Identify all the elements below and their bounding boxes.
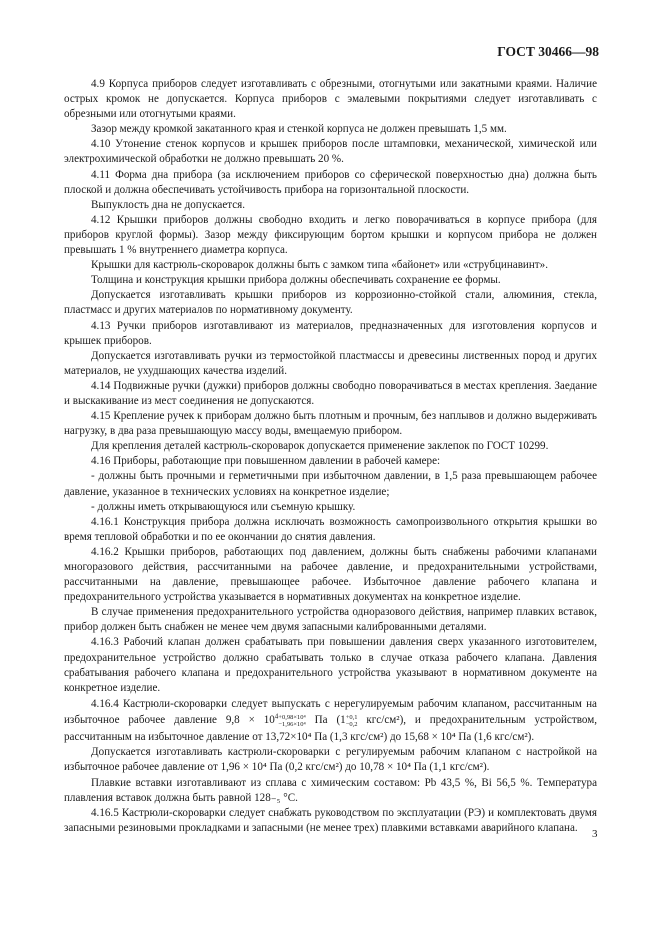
text-segment: 4.16.4 Кастрюли-скороварки следует выпускать с нерегулируемым рабочим клапаном, рассчитанным на избыточное рабочее давление 9,8 × 10 bbox=[64, 697, 597, 727]
paragraph: 4.9 Корпуса приборов следует изготавливать с обрезными, отогнутыми или закатными краями. Наличие острых кромок не допускается. Корпуса приборов с эмалевыми покрытиями следует изготавливать с обрезными или отогнутыми краями. bbox=[64, 78, 597, 121]
paragraph: Допускается изготавливать кастрюли-скороварки с регулируемым рабочим клапаном с настройкой на избыточное рабочее давление от 1,96 × 10⁴ Па (0,2 кгс/см²) до 10,78 × 10⁴ Па (1,1 кгс/см²). bbox=[64, 746, 597, 774]
text-segment: Па (1 bbox=[305, 714, 346, 727]
paragraph: Выпуклость дна не допускается. bbox=[91, 198, 246, 211]
list-item: - должны быть прочными и герметичными при избыточном давлении, в 1,5 раза превышающем рабочее давление, указанное в технических условиях на конкретное изделие; bbox=[64, 470, 597, 498]
text-segment: кгс/см²), и предохранительным устройством, рассчитанным на избыточное давление от 13,72×10⁴ Па (1,3 кгс/см²) до 15,68 × 10⁴ Па (1,6 кгс/см²). bbox=[64, 714, 597, 743]
paragraph: 4.12 Крышки приборов должны свободно входить и легко поворачиваться в корпусе прибора (для приборов круглой формы). Зазор между фиксирующим бортом крышки и корпусом прибора не должен превышать 1 % внутреннего диаметра корпуса. bbox=[64, 213, 597, 257]
paragraph: В случае применения предохранительного устройства одноразового действия, например плавких вставок, прибор должен быть снабжен не менее чем двумя запасными калиброванными деталями. bbox=[64, 606, 597, 634]
paragraph: 4.16.3 Рабочий клапан должен срабатывать при повышении давления сверх указанного изготовителем, предохранительное устройство должно срабатывать только в случае отказа рабочего клапана. Давления срабатывания рабочего клапана и предохранительного устройства указывают в нормативном документе на конкретное изделие. bbox=[64, 636, 597, 694]
exponent: 4 bbox=[274, 712, 279, 721]
document-header: ГОСТ 30466—98 bbox=[497, 44, 599, 59]
paragraph: Допускается изготавливать ручки из термостойкой пластмассы и древесины лиственных пород и других материалов, не ухудшающих качества изделий. bbox=[64, 349, 597, 377]
paragraph: Зазор между кромкой закатанного края и стенкой корпуса не должен превышать 1,5 мм. bbox=[91, 123, 507, 136]
tolerance-upper: +0,1 bbox=[345, 713, 358, 721]
tolerance-lower: −0,2 bbox=[345, 720, 358, 728]
paragraph: 4.16 Приборы, работающие при повышенном давлении в рабочей камере: bbox=[91, 455, 441, 468]
list-item: - должны иметь открывающуюся или съемную крышку. bbox=[91, 500, 356, 513]
paragraph-4-16-4 bbox=[64, 696, 597, 746]
paragraph: 4.11 Форма дна прибора (за исключением приборов со сферической поверхностью дна) должна быть плоской и должна обеспечивать устойчивость прибора на горизонтальной плоскости. bbox=[64, 168, 597, 196]
paragraph: 4.14 Подвижные ручки (дужки) приборов должны свободно поворачиваться в местах крепления. Заедание и выскакивание из мест соединения не допускаются. bbox=[64, 379, 597, 407]
paragraph: 4.13 Ручки приборов изготавливают из материалов, предназначенных для изготовления корпусов и крышек приборов. bbox=[64, 319, 597, 347]
paragraph: Для крепления деталей кастрюль-скороварок допускается применение заклепок по ГОСТ 10299. bbox=[91, 440, 549, 453]
page-number: 3 bbox=[592, 828, 598, 840]
paragraph: 4.10 Утонение стенок корпусов и крышек приборов после штамповки, механической, химической или электрохимической обработки не должно превышать 20 %. bbox=[64, 138, 597, 166]
paragraph: Допускается изготавливать крышки приборов из коррозионно-стойкой стали, алюминия, стекла, пластмасс и других материалов по нормативному документу. bbox=[64, 289, 597, 317]
paragraph: Плавкие вставки изготавливают из сплава с химическим составом: Pb 43,5 %, Bi 56,5 %. Температура плавления вставок должна быть равной 128₋₅ °С. bbox=[64, 776, 597, 804]
paragraph: Толщина и конструкция крышки прибора должны обеспечивать сохранение ее формы. bbox=[91, 274, 501, 287]
tolerance-fraction bbox=[278, 714, 305, 728]
paragraph: Крышки для кастрюль-скороварок должны быть с замком типа «байонет» или «струбцинавинт». bbox=[91, 259, 548, 272]
paragraph: 4.16.5 Кастрюли-скороварки следует снабжать руководством по эксплуатации (РЭ) и комплектовать двумя запасными резиновыми прокладками и запасными (не менее трех) плавкими вставками аварийного клапана. bbox=[64, 806, 597, 834]
tolerance-fraction bbox=[346, 714, 358, 728]
document-body bbox=[64, 77, 597, 836]
tolerance-upper: +0,98×10⁴ bbox=[278, 713, 306, 721]
paragraph: 4.15 Крепление ручек к приборам должно быть плотным и прочным, без наплывов и должно выдерживать нагрузку, в два раза превышающую массу воды, вмещаемую прибором. bbox=[64, 410, 597, 438]
paragraph: 4.16.2 Крышки приборов, работающих под давлением, должны быть снабжены рабочими клапанами многоразового действия, рассчитанными на рабочее давление, и предохранительными устройствами, рассчитанными на давление, превышающее рабочее. Избыточное давление рабочего клапана и предохранительного устройства указывается в нормативных документах на конкретное изделие. bbox=[64, 545, 597, 604]
tolerance-lower: −1,96×10⁴ bbox=[278, 720, 306, 728]
paragraph: 4.16.1 Конструкция прибора должна исключать возможность самопроизвольного открытия крышки во время тепловой обработки и по ее окончании до снятия давления. bbox=[64, 515, 597, 543]
